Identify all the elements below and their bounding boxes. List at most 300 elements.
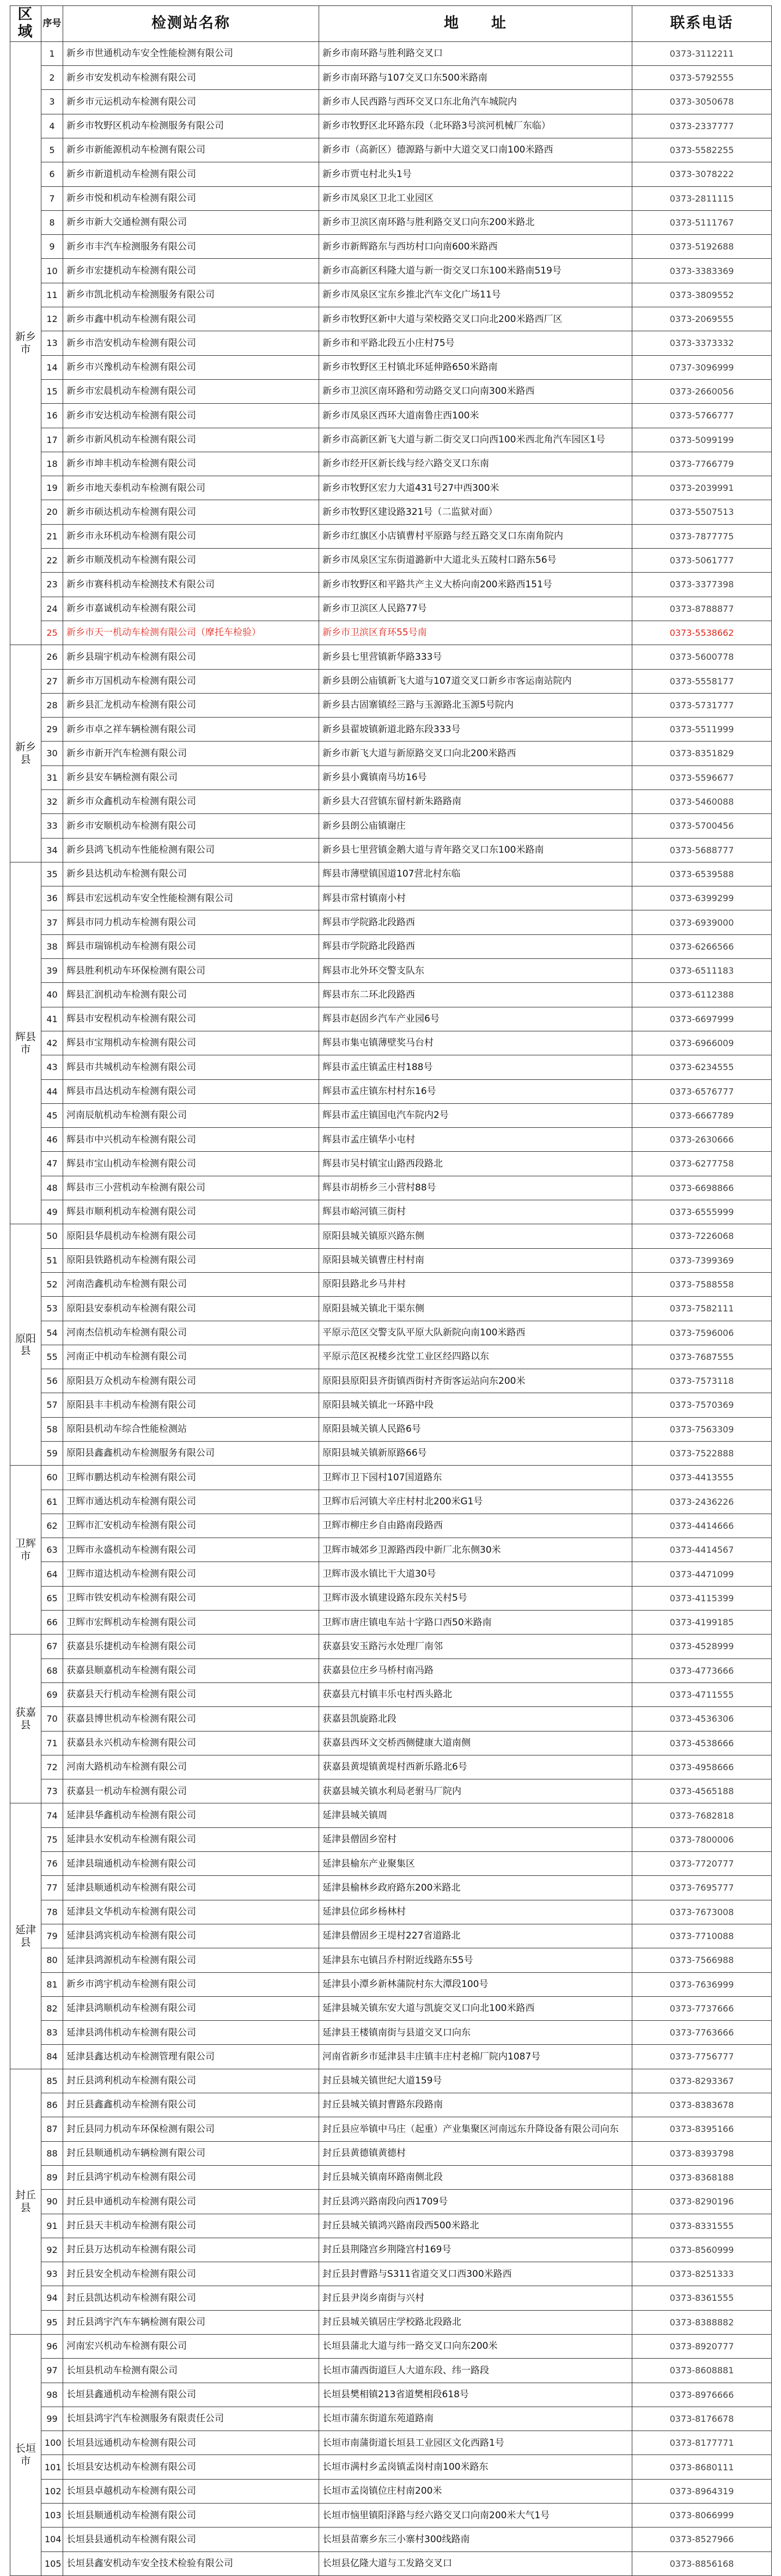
phone-cell: 0373-4536306 bbox=[632, 1707, 772, 1731]
address-cell: 新乡县大召营镇东留村新朱路路南 bbox=[319, 789, 632, 813]
station-name-cell: 卫辉市铁安机动车检测有限公司 bbox=[63, 1586, 319, 1610]
address-cell: 新乡市牧野区新中大道与荣校路交叉口向北200米路西厂区 bbox=[319, 307, 632, 331]
table-row bbox=[10, 2504, 772, 2528]
table-row bbox=[10, 1224, 772, 1248]
phone-cell: 0373-2337777 bbox=[632, 114, 772, 138]
address-cell: 长垣县蒲北大道与纬一路交叉口向东200米 bbox=[319, 2334, 632, 2358]
index-cell: 77 bbox=[41, 1876, 63, 1900]
index-cell: 61 bbox=[41, 1490, 63, 1514]
table-row bbox=[10, 210, 772, 234]
address-cell: 新乡市贾屯村北头1号 bbox=[319, 162, 632, 186]
address-cell: 辉县市集屯镇薄壁奖马台村 bbox=[319, 1031, 632, 1055]
table-row bbox=[10, 2334, 772, 2358]
region-cell: 延津县 bbox=[10, 1803, 41, 2069]
index-cell: 7 bbox=[41, 186, 63, 210]
phone-cell: 0373-7673008 bbox=[632, 1900, 772, 1924]
station-name-cell: 新乡市新开汽车检测有限公司 bbox=[63, 742, 319, 765]
phone-cell: 0373-7563309 bbox=[632, 1417, 772, 1441]
station-name-cell: 卫辉市永盛机动车检测有限公司 bbox=[63, 1538, 319, 1562]
index-cell: 14 bbox=[41, 355, 63, 379]
station-name-cell: 新乡市安达机动车检测有限公司 bbox=[63, 404, 319, 428]
address-cell: 延津县城关镇周 bbox=[319, 1803, 632, 1827]
address-cell: 辉县市孟庄镇国电汽车院内2号 bbox=[319, 1103, 632, 1127]
table-row bbox=[10, 1658, 772, 1682]
index-cell: 19 bbox=[41, 476, 63, 500]
index-cell: 82 bbox=[41, 1996, 63, 2020]
phone-cell: 0373-6277758 bbox=[632, 1152, 772, 1176]
address-cell: 卫辉市城郊乡卫源路西段中新厂北东侧30米 bbox=[319, 1538, 632, 1562]
station-name-cell: 长垣县鑫通机动车检测有限公司 bbox=[63, 2383, 319, 2407]
station-name-cell: 长垣县卓越机动车检测有限公司 bbox=[63, 2479, 319, 2503]
phone-cell: 0373-7737666 bbox=[632, 1996, 772, 2020]
address-cell: 封丘县应举镇中马庄（起重）产业集聚区河南远东升降设备有限公司向东 bbox=[319, 2117, 632, 2141]
table-row bbox=[10, 1755, 772, 1779]
index-cell: 8 bbox=[41, 210, 63, 234]
table-row bbox=[10, 693, 772, 717]
station-name-cell: 卫辉市宏辉机动车检测有限公司 bbox=[63, 1611, 319, 1635]
address-cell: 新乡市凤泉区宝东乡推北汽车文化广场11号 bbox=[319, 283, 632, 307]
index-cell: 69 bbox=[41, 1682, 63, 1706]
index-cell: 20 bbox=[41, 500, 63, 524]
station-name-cell: 获嘉县乐捷机动车检测有限公司 bbox=[63, 1635, 319, 1658]
inspection-station-table bbox=[10, 5, 772, 2576]
phone-cell: 0373-3377398 bbox=[632, 573, 772, 597]
phone-cell: 0373-7566988 bbox=[632, 1948, 772, 1972]
address-cell: 辉县市薄壁镇国道107营北村东临 bbox=[319, 862, 632, 886]
table-row bbox=[10, 1948, 772, 1972]
station-name-cell: 延津县鑫达机动车检测管理有限公司 bbox=[63, 2045, 319, 2069]
index-cell: 4 bbox=[41, 114, 63, 138]
phone-cell: 0373-8177771 bbox=[632, 2431, 772, 2455]
station-name-cell: 封丘县万达机动车检测有限公司 bbox=[63, 2238, 319, 2262]
index-cell: 102 bbox=[41, 2479, 63, 2503]
address-cell: 辉县市北外环交警支队东 bbox=[319, 959, 632, 983]
station-name-cell: 新乡市宏捷机动车检测有限公司 bbox=[63, 259, 319, 283]
index-cell: 42 bbox=[41, 1031, 63, 1055]
index-cell: 66 bbox=[41, 1611, 63, 1635]
address-cell: 获嘉县城关镇水利局老驸马厂院内 bbox=[319, 1779, 632, 1803]
address-cell: 新乡市卫滨区育环55号南 bbox=[319, 621, 632, 645]
index-cell: 39 bbox=[41, 959, 63, 983]
index-cell: 2 bbox=[41, 66, 63, 90]
table-row bbox=[10, 1779, 772, 1803]
index-cell: 67 bbox=[41, 1635, 63, 1658]
phone-cell: 0373-8788877 bbox=[632, 597, 772, 621]
address-cell: 获嘉县黄堤镇黄堤村西新乐路北6号 bbox=[319, 1755, 632, 1779]
phone-cell: 0373-4413555 bbox=[632, 1466, 772, 1490]
table-row bbox=[10, 2141, 772, 2165]
region-cell: 获嘉县 bbox=[10, 1635, 41, 1803]
station-name-cell: 新乡市宏晨机动车检测有限公司 bbox=[63, 379, 319, 403]
phone-cell: 0373-5582255 bbox=[632, 138, 772, 162]
index-cell: 79 bbox=[41, 1924, 63, 1948]
header-station-name: 检测站名称 bbox=[63, 6, 319, 42]
address-cell: 新乡县七里营镇金鹅大道与青年路交叉口东100米路南 bbox=[319, 838, 632, 862]
address-cell: 新乡县七里营镇新华路333号 bbox=[319, 645, 632, 669]
phone-cell: 0373-5511999 bbox=[632, 718, 772, 742]
phone-cell: 0373-5792555 bbox=[632, 66, 772, 90]
index-cell: 94 bbox=[41, 2286, 63, 2310]
index-cell: 22 bbox=[41, 549, 63, 573]
phone-cell: 0373-8976666 bbox=[632, 2383, 772, 2407]
index-cell: 29 bbox=[41, 718, 63, 742]
index-cell: 98 bbox=[41, 2383, 63, 2407]
address-cell: 延津县榆东产业聚集区 bbox=[319, 1852, 632, 1876]
phone-cell: 0373-6266566 bbox=[632, 934, 772, 958]
phone-cell: 0373-8393798 bbox=[632, 2141, 772, 2165]
index-cell: 75 bbox=[41, 1827, 63, 1851]
station-name-cell: 封丘县天丰机动车检测有限公司 bbox=[63, 2214, 319, 2238]
index-cell: 96 bbox=[41, 2334, 63, 2358]
index-cell: 13 bbox=[41, 331, 63, 355]
phone-cell: 0373-8251333 bbox=[632, 2262, 772, 2286]
address-cell: 封丘县鸿兴路南段向西1709号 bbox=[319, 2190, 632, 2214]
station-name-cell: 延津县鸿源机动车检测有限公司 bbox=[63, 1948, 319, 1972]
table-row bbox=[10, 66, 772, 90]
table-row bbox=[10, 1611, 772, 1635]
phone-cell: 0373-4414666 bbox=[632, 1514, 772, 1538]
table-row bbox=[10, 1972, 772, 1996]
address-cell: 原阳县城关镇原兴路东侧 bbox=[319, 1224, 632, 1248]
station-name-cell: 原阳县机动车综合性能检测站 bbox=[63, 1417, 319, 1441]
station-name-cell: 卫辉市鹏达机动车检测有限公司 bbox=[63, 1466, 319, 1490]
index-cell: 18 bbox=[41, 452, 63, 476]
phone-cell: 0373-7636999 bbox=[632, 1972, 772, 1996]
index-cell: 62 bbox=[41, 1514, 63, 1538]
region-cell: 新乡市 bbox=[10, 41, 41, 645]
phone-cell: 0373-5596677 bbox=[632, 765, 772, 789]
address-cell: 新乡市卫滨区南环路和劳动路交叉口向南300米路西 bbox=[319, 379, 632, 403]
phone-cell: 0373-8395166 bbox=[632, 2117, 772, 2141]
phone-cell: 0373-4115399 bbox=[632, 1586, 772, 1610]
station-name-cell: 长垣县鑫安机动车安全技术检验有限公司 bbox=[63, 2551, 319, 2575]
table-row bbox=[10, 2286, 772, 2310]
index-cell: 72 bbox=[41, 1755, 63, 1779]
address-cell: 原阳县原阳县齐街镇西街村齐街客运站向东200米 bbox=[319, 1369, 632, 1393]
address-cell: 新乡县古固寨镇经三路与玉源路北玉源5号院内 bbox=[319, 693, 632, 717]
station-name-cell: 卫辉市通达机动车检测有限公司 bbox=[63, 1490, 319, 1514]
table-row bbox=[10, 645, 772, 669]
index-cell: 88 bbox=[41, 2141, 63, 2165]
table-row bbox=[10, 1152, 772, 1176]
table-row bbox=[10, 41, 772, 65]
address-cell: 卫辉市柳庄乡自由路南段路西 bbox=[319, 1514, 632, 1538]
table-row bbox=[10, 331, 772, 355]
phone-cell: 0373-3078222 bbox=[632, 162, 772, 186]
station-name-cell: 新乡市兴豫机动车检测有限公司 bbox=[63, 355, 319, 379]
index-cell: 40 bbox=[41, 983, 63, 1007]
phone-cell: 0373-5111767 bbox=[632, 210, 772, 234]
index-cell: 93 bbox=[41, 2262, 63, 2286]
phone-cell: 0373-4711555 bbox=[632, 1682, 772, 1706]
station-name-cell: 封丘县鸿利机动车检测有限公司 bbox=[63, 2069, 319, 2093]
phone-cell: 0373-8527966 bbox=[632, 2528, 772, 2551]
phone-cell: 0373-7800006 bbox=[632, 1827, 772, 1851]
phone-cell: 0373-8856168 bbox=[632, 2551, 772, 2575]
station-name-cell: 获嘉县一机动车检测有限公司 bbox=[63, 1779, 319, 1803]
table-row bbox=[10, 2431, 772, 2455]
table-row bbox=[10, 2455, 772, 2479]
table-row bbox=[10, 814, 772, 838]
index-cell: 84 bbox=[41, 2045, 63, 2069]
address-cell: 辉县市赵固乡汽车产业园6号 bbox=[319, 1007, 632, 1031]
index-cell: 55 bbox=[41, 1345, 63, 1369]
table-row bbox=[10, 2021, 772, 2045]
station-name-cell: 卫辉市道达机动车检测有限公司 bbox=[63, 1562, 319, 1586]
table-row bbox=[10, 573, 772, 597]
table-row bbox=[10, 1827, 772, 1851]
address-cell: 新乡市南环路与107交叉口东500米路南 bbox=[319, 66, 632, 90]
station-name-cell: 封丘县鸿宇机动车检测有限公司 bbox=[63, 2165, 319, 2189]
station-name-cell: 河南杰信机动车检测有限公司 bbox=[63, 1321, 319, 1345]
address-cell: 新乡市高新区科隆大道与新一街交叉口东100米路南519号 bbox=[319, 259, 632, 283]
phone-cell: 0373-5099199 bbox=[632, 428, 772, 452]
address-cell: 长垣市恼里镇阳泽路与经六路交叉口向南200米大气1号 bbox=[319, 2504, 632, 2528]
phone-cell: 0373-8383678 bbox=[632, 2093, 772, 2117]
station-name-cell: 原阳县鑫鑫机动车检测服务有限公司 bbox=[63, 1442, 319, 1466]
phone-cell: 0373-5460088 bbox=[632, 789, 772, 813]
phone-cell: 0373-7596006 bbox=[632, 1321, 772, 1345]
address-cell: 延津县僧固乡王堤村227省道路北 bbox=[319, 1924, 632, 1948]
header-row bbox=[10, 6, 772, 42]
station-name-cell: 新乡市众鑫机动车检测有限公司 bbox=[63, 789, 319, 813]
station-name-cell: 原阳县万众机动车检测有限公司 bbox=[63, 1369, 319, 1393]
station-name-cell: 新乡市万国机动车检测有限公司 bbox=[63, 669, 319, 693]
station-name-cell: 长垣县顺通机动车检测有限公司 bbox=[63, 2504, 319, 2528]
table-row bbox=[10, 1200, 772, 1224]
station-name-cell: 原阳县华晨机动车检测有限公司 bbox=[63, 1224, 319, 1248]
address-cell: 延津县王楼镇南街与县道交叉口向东 bbox=[319, 2021, 632, 2045]
address-cell: 长垣市南蒲街道长垣县工业园区文化西路1号 bbox=[319, 2431, 632, 2455]
station-name-cell: 新乡市新能源机动车检测有限公司 bbox=[63, 138, 319, 162]
station-name-cell: 新乡市卓之祥车辆检测有限公司 bbox=[63, 718, 319, 742]
table-row bbox=[10, 2117, 772, 2141]
table-row bbox=[10, 1996, 772, 2020]
station-name-cell: 长垣县鸿宇汽车检测服务有限责任公司 bbox=[63, 2407, 319, 2431]
region-cell: 原阳县 bbox=[10, 1224, 41, 1466]
station-name-cell: 新乡市丰汽车检测服务有限公司 bbox=[63, 235, 319, 259]
station-name-cell: 延津县鸿顺机动车检测有限公司 bbox=[63, 1996, 319, 2020]
phone-cell: 0373-2811115 bbox=[632, 186, 772, 210]
table-row bbox=[10, 1514, 772, 1538]
table-row bbox=[10, 2190, 772, 2214]
address-cell: 新乡市牧野区建设路321号（二监狱对面） bbox=[319, 500, 632, 524]
index-cell: 44 bbox=[41, 1079, 63, 1103]
address-cell: 辉县市峪河镇三街村 bbox=[319, 1200, 632, 1224]
station-name-cell: 新乡市坤丰机动车检测有限公司 bbox=[63, 452, 319, 476]
index-cell: 76 bbox=[41, 1852, 63, 1876]
station-name-cell: 原阳县铁路机动车检测有限公司 bbox=[63, 1248, 319, 1272]
phone-cell: 0373-8608881 bbox=[632, 2359, 772, 2383]
table-row bbox=[10, 1297, 772, 1321]
station-name-cell: 长垣县机动车检测有限公司 bbox=[63, 2359, 319, 2383]
address-cell: 获嘉县安玉路污水处理厂南邻 bbox=[319, 1635, 632, 1658]
phone-cell: 0373-7766779 bbox=[632, 452, 772, 476]
address-cell: 卫辉市卫下园村107国道路东 bbox=[319, 1466, 632, 1490]
address-cell: 获嘉县位庄乡马桥村南冯路 bbox=[319, 1658, 632, 1682]
table-row bbox=[10, 2407, 772, 2431]
address-cell: 辉县市孟庄镇孟庄村188号 bbox=[319, 1055, 632, 1079]
station-name-cell: 辉县市瑞锦机动车检测有限公司 bbox=[63, 934, 319, 958]
index-cell: 38 bbox=[41, 934, 63, 958]
phone-cell: 0373-5558177 bbox=[632, 669, 772, 693]
index-cell: 64 bbox=[41, 1562, 63, 1586]
station-name-cell: 新乡县鸿飞机动车性能检测有限公司 bbox=[63, 838, 319, 862]
address-cell: 原阳县城关镇北干渠东侧 bbox=[319, 1297, 632, 1321]
station-name-cell: 新乡县达机动车检测有限公司 bbox=[63, 862, 319, 886]
address-cell: 原阳县城关镇北一环路中段 bbox=[319, 1393, 632, 1417]
phone-cell: 0373-8293367 bbox=[632, 2069, 772, 2093]
address-cell: 长垣县苗寨乡东三小寨村300线路南 bbox=[319, 2528, 632, 2551]
station-name-cell: 辉县市安程机动车检测有限公司 bbox=[63, 1007, 319, 1031]
station-name-cell: 新乡市鸿宇机动车检测有限公司 bbox=[63, 1972, 319, 1996]
address-cell: 封丘县城关镇鸿兴路南段西500米路北 bbox=[319, 2214, 632, 2238]
station-name-cell: 新乡市地天泰机动车检测有限公司 bbox=[63, 476, 319, 500]
station-name-cell: 新乡市安顺机动车检测有限公司 bbox=[63, 814, 319, 838]
index-cell: 25 bbox=[41, 621, 63, 645]
table-row bbox=[10, 886, 772, 910]
index-cell: 6 bbox=[41, 162, 63, 186]
address-cell: 卫辉市唐庄镇电车站十字路口西50米路南 bbox=[319, 1611, 632, 1635]
index-cell: 68 bbox=[41, 1658, 63, 1682]
station-name-cell: 辉县市同力机动车检测有限公司 bbox=[63, 910, 319, 934]
phone-cell: 0373-6966009 bbox=[632, 1031, 772, 1055]
table-row bbox=[10, 1466, 772, 1490]
table-row bbox=[10, 1635, 772, 1658]
table-row bbox=[10, 2093, 772, 2117]
phone-cell: 0373-7573118 bbox=[632, 1369, 772, 1393]
station-name-cell: 延津县顺通机动车检测有限公司 bbox=[63, 1876, 319, 1900]
station-name-cell: 延津县水安机动车检测有限公司 bbox=[63, 1827, 319, 1851]
station-name-cell: 河南浩鑫机动车检测有限公司 bbox=[63, 1272, 319, 1296]
station-name-cell: 辉县市中兴机动车检测有限公司 bbox=[63, 1128, 319, 1152]
table-row bbox=[10, 2045, 772, 2069]
index-cell: 92 bbox=[41, 2238, 63, 2262]
address-cell: 新乡市凤泉区宝东街道潞新中大道北头五陵村口路东56号 bbox=[319, 549, 632, 573]
table-row bbox=[10, 307, 772, 331]
phone-cell: 0373-8290196 bbox=[632, 2190, 772, 2214]
region-cell: 辉县市 bbox=[10, 862, 41, 1224]
index-cell: 51 bbox=[41, 1248, 63, 1272]
station-name-cell: 新乡市硕达机动车检测有限公司 bbox=[63, 500, 319, 524]
address-cell: 获嘉县亢村镇丰乐屯村西头路北 bbox=[319, 1682, 632, 1706]
phone-cell: 0373-2039991 bbox=[632, 476, 772, 500]
index-cell: 43 bbox=[41, 1055, 63, 1079]
address-cell: 辉县市常村镇南小村 bbox=[319, 886, 632, 910]
station-name-cell: 新乡市新大交通检测有限公司 bbox=[63, 210, 319, 234]
phone-cell: 0373-8368188 bbox=[632, 2165, 772, 2189]
index-cell: 5 bbox=[41, 138, 63, 162]
header-region: 区域 bbox=[10, 6, 41, 42]
phone-cell: 0373-7877775 bbox=[632, 524, 772, 548]
address-cell: 原阳县城关镇新原路66号 bbox=[319, 1442, 632, 1466]
phone-cell: 0373-6698866 bbox=[632, 1176, 772, 1200]
index-cell: 100 bbox=[41, 2431, 63, 2455]
phone-cell: 0373-8560999 bbox=[632, 2238, 772, 2262]
index-cell: 104 bbox=[41, 2528, 63, 2551]
address-cell: 长垣市蒲东街道东苑道路南 bbox=[319, 2407, 632, 2431]
table-row bbox=[10, 1248, 772, 1272]
table-row bbox=[10, 1562, 772, 1586]
phone-cell: 0373-7720777 bbox=[632, 1852, 772, 1876]
station-name-cell: 新乡市新风机动车检测有限公司 bbox=[63, 428, 319, 452]
phone-cell: 0373-5538662 bbox=[632, 621, 772, 645]
index-cell: 33 bbox=[41, 814, 63, 838]
index-cell: 60 bbox=[41, 1466, 63, 1490]
index-cell: 95 bbox=[41, 2310, 63, 2334]
phone-cell: 0373-6697999 bbox=[632, 1007, 772, 1031]
station-name-cell: 卫辉市汇安机动车检测有限公司 bbox=[63, 1514, 319, 1538]
address-cell: 新乡市牧野区宏力大道431号27中西300米 bbox=[319, 476, 632, 500]
table-row bbox=[10, 2262, 772, 2286]
index-cell: 3 bbox=[41, 90, 63, 114]
station-name-cell: 新乡县瑞宇机动车检测有限公司 bbox=[63, 645, 319, 669]
address-cell: 新乡市凤泉区卫北工业园区 bbox=[319, 186, 632, 210]
address-cell: 新乡市（高新区）德源路与新中大道交叉口南100米路西 bbox=[319, 138, 632, 162]
table-row bbox=[10, 283, 772, 307]
address-cell: 新乡市高新区新飞大道与新二街交叉口向西100米西北角汽车园区1号 bbox=[319, 428, 632, 452]
station-name-cell: 获嘉县天行机动车检测有限公司 bbox=[63, 1682, 319, 1706]
phone-cell: 0373-3373332 bbox=[632, 331, 772, 355]
phone-cell: 0373-8331555 bbox=[632, 2214, 772, 2238]
index-cell: 65 bbox=[41, 1586, 63, 1610]
table-row bbox=[10, 934, 772, 958]
station-name-cell: 长垣县安达机动车检测有限公司 bbox=[63, 2455, 319, 2479]
phone-cell: 0373-8361555 bbox=[632, 2286, 772, 2310]
phone-cell: 0373-7570369 bbox=[632, 1393, 772, 1417]
table-row bbox=[10, 1852, 772, 1876]
region-cell: 卫辉市 bbox=[10, 1466, 41, 1635]
table-row bbox=[10, 1345, 772, 1369]
region-cell: 封丘县 bbox=[10, 2069, 41, 2334]
address-cell: 封丘县荆隆宫乡荆隆宫村169号 bbox=[319, 2238, 632, 2262]
index-cell: 63 bbox=[41, 1538, 63, 1562]
address-cell: 长垣县亿隆大道与工发路交叉口 bbox=[319, 2551, 632, 2575]
index-cell: 105 bbox=[41, 2551, 63, 2575]
table-row bbox=[10, 1321, 772, 1345]
index-cell: 73 bbox=[41, 1779, 63, 1803]
phone-cell: 0373-4538666 bbox=[632, 1731, 772, 1755]
address-cell: 辉县市孟庄镇东村村东16号 bbox=[319, 1079, 632, 1103]
station-name-cell: 新乡县汇龙机动车检测有限公司 bbox=[63, 693, 319, 717]
station-name-cell: 新乡县安车辆检测有限公司 bbox=[63, 765, 319, 789]
station-name-cell: 封丘县鸿宇汽车车辆检测有限公司 bbox=[63, 2310, 319, 2334]
index-cell: 90 bbox=[41, 2190, 63, 2214]
phone-cell: 0373-8351829 bbox=[632, 742, 772, 765]
address-cell: 新乡市南环路与胜利路交叉口 bbox=[319, 41, 632, 65]
table-row bbox=[10, 1176, 772, 1200]
address-cell: 新乡县翟坡镇新道北路东段333号 bbox=[319, 718, 632, 742]
table-row bbox=[10, 1442, 772, 1466]
address-cell: 新乡市卫滨区人民路77号 bbox=[319, 597, 632, 621]
phone-cell: 0373-4565188 bbox=[632, 1779, 772, 1803]
address-cell: 延津县东屯镇吕乔村附近线路东55号 bbox=[319, 1948, 632, 1972]
index-cell: 80 bbox=[41, 1948, 63, 1972]
address-cell: 新乡市牧野区北环路东段（北环路3号滨河机械厂东临） bbox=[319, 114, 632, 138]
address-cell: 新乡市红旗区小店镇曹村平原路与经五路交叉口东南角院内 bbox=[319, 524, 632, 548]
phone-cell: 0373-8388882 bbox=[632, 2310, 772, 2334]
station-name-cell: 延津县瑞通机动车检测有限公司 bbox=[63, 1852, 319, 1876]
phone-cell: 0373-7763666 bbox=[632, 2021, 772, 2045]
region-cell: 新乡县 bbox=[10, 645, 41, 862]
table-row bbox=[10, 2479, 772, 2503]
index-cell: 46 bbox=[41, 1128, 63, 1152]
address-cell: 辉县市胡桥乡三小营村88号 bbox=[319, 1176, 632, 1200]
table-row bbox=[10, 910, 772, 934]
station-name-cell: 新乡市浩安机动车检测有限公司 bbox=[63, 331, 319, 355]
index-cell: 30 bbox=[41, 742, 63, 765]
station-name-cell: 新乡市新道机动车检测有限公司 bbox=[63, 162, 319, 186]
